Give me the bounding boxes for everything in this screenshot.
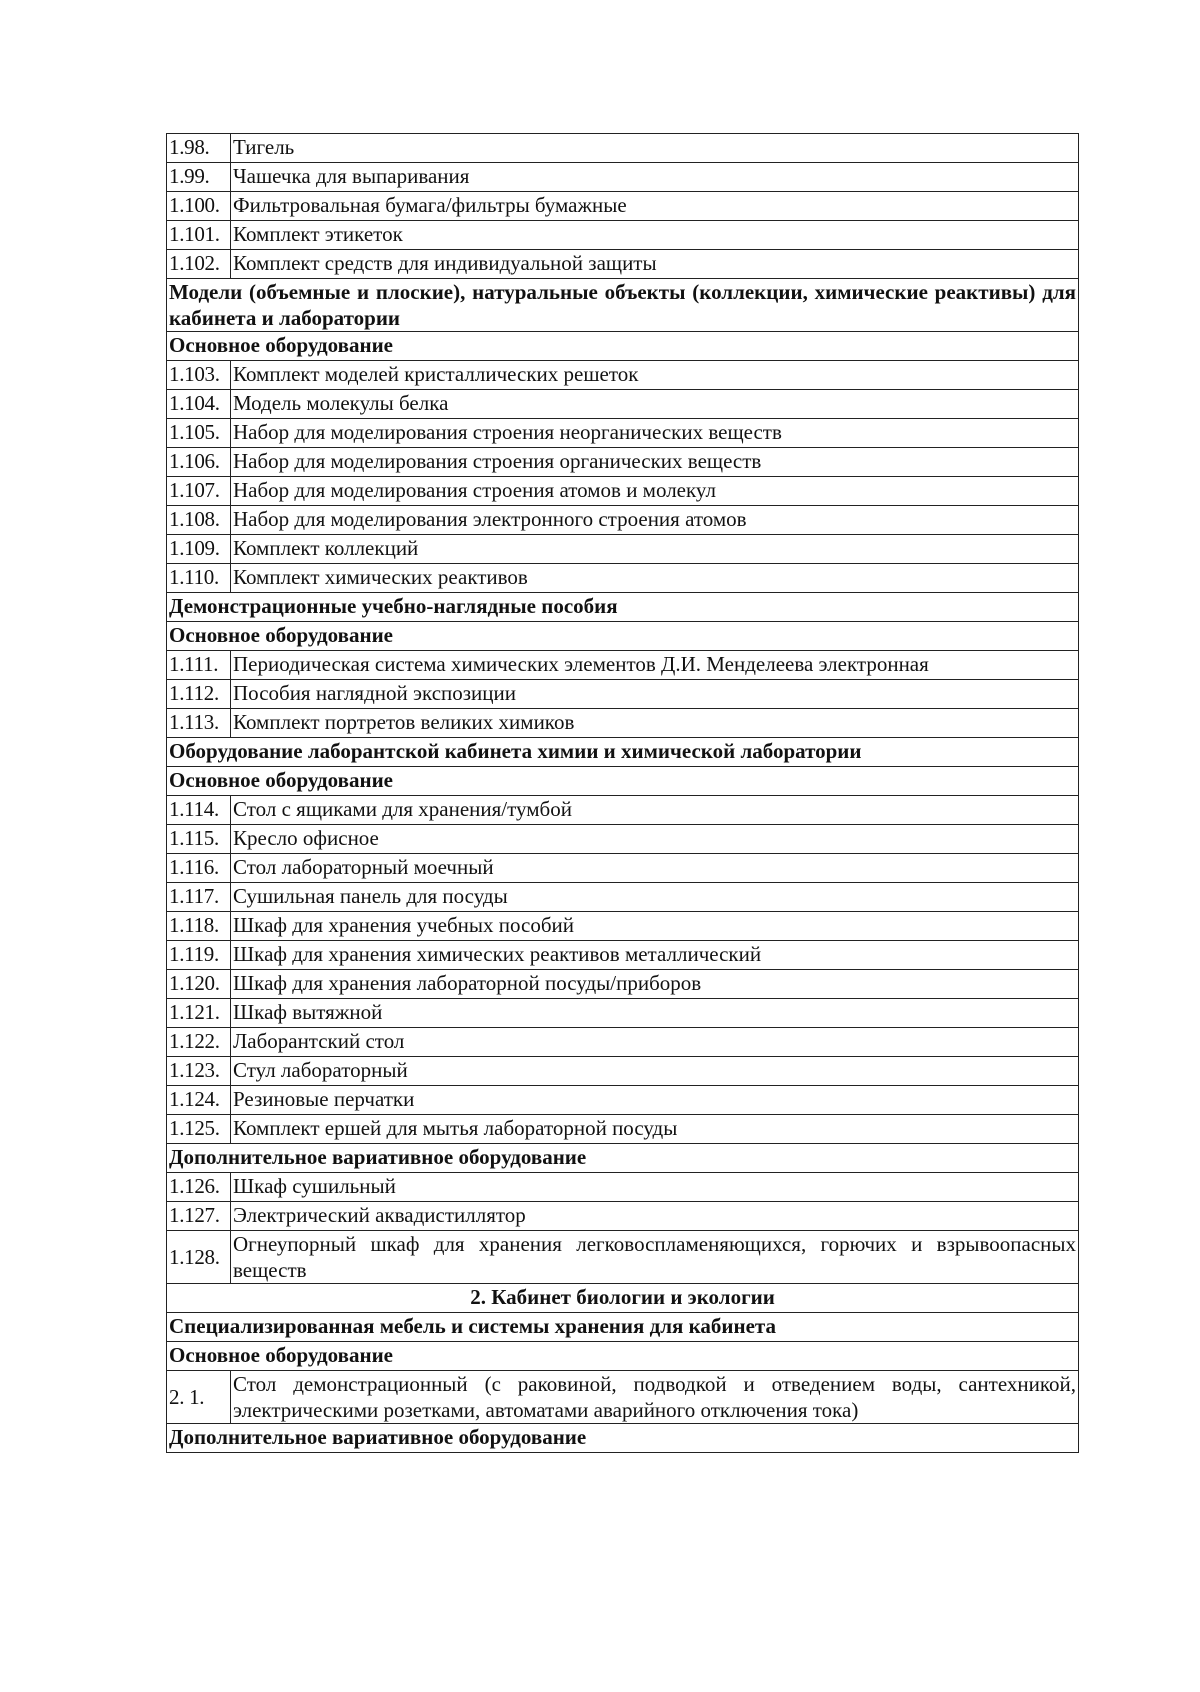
item-name: Комплект средств для индивидуальной защиты <box>231 250 1079 279</box>
section-heading: Демонстрационные учебно-наглядные пособия <box>167 593 1079 622</box>
item-number: 1.98. <box>167 134 231 163</box>
item-number: 1.117. <box>167 883 231 912</box>
item-number: 1.118. <box>167 912 231 941</box>
item-name: Комплект этикеток <box>231 221 1079 250</box>
item-name: Комплект ершей для мытья лабораторной посуды <box>231 1115 1079 1144</box>
item-number: 1.114. <box>167 796 231 825</box>
table-row <box>167 221 1079 250</box>
item-name: Лаборантский стол <box>231 1028 1079 1057</box>
item-name: Набор для моделирования строения неорганических веществ <box>231 419 1079 448</box>
equipment-table-body <box>167 134 1079 1453</box>
item-number: 1.128. <box>167 1231 231 1284</box>
table-row <box>167 941 1079 970</box>
section-heading-row <box>167 1424 1079 1453</box>
item-name: Резиновые перчатки <box>231 1086 1079 1115</box>
item-name: Электрический аквадистиллятор <box>231 1202 1079 1231</box>
table-row <box>167 912 1079 941</box>
table-row <box>167 564 1079 593</box>
table-row <box>167 1173 1079 1202</box>
item-number: 1.108. <box>167 506 231 535</box>
table-row <box>167 1057 1079 1086</box>
section-heading-row <box>167 1342 1079 1371</box>
table-row <box>167 1028 1079 1057</box>
equipment-table <box>166 133 1079 1453</box>
item-number: 1.106. <box>167 448 231 477</box>
item-name: Стол демонстрационный (с раковиной, подводкой и отведением воды, сантехникой, электрическими розетками, автоматами аварийного отключения тока) <box>231 1371 1079 1424</box>
item-number: 1.103. <box>167 361 231 390</box>
item-number: 1.105. <box>167 419 231 448</box>
item-name: Набор для моделирования строения органических веществ <box>231 448 1079 477</box>
table-row <box>167 390 1079 419</box>
section-heading: Основное оборудование <box>167 622 1079 651</box>
section-heading-row <box>167 279 1079 332</box>
item-name: Набор для моделирования строения атомов и молекул <box>231 477 1079 506</box>
table-row <box>167 1115 1079 1144</box>
section-heading-row <box>167 332 1079 361</box>
item-number: 1.111. <box>167 651 231 680</box>
item-number: 1.100. <box>167 192 231 221</box>
table-row <box>167 163 1079 192</box>
item-name: Кресло офисное <box>231 825 1079 854</box>
item-name: Шкаф сушильный <box>231 1173 1079 1202</box>
item-name: Пособия наглядной экспозиции <box>231 680 1079 709</box>
table-row <box>167 709 1079 738</box>
item-number: 1.120. <box>167 970 231 999</box>
table-row <box>167 680 1079 709</box>
item-name: Комплект коллекций <box>231 535 1079 564</box>
item-number: 1.110. <box>167 564 231 593</box>
section-heading-row <box>167 1144 1079 1173</box>
section-heading: Основное оборудование <box>167 767 1079 796</box>
item-name: Стол с ящиками для хранения/тумбой <box>231 796 1079 825</box>
section-heading: Дополнительное вариативное оборудование <box>167 1424 1079 1453</box>
item-number: 1.124. <box>167 1086 231 1115</box>
item-name: Стол лабораторный моечный <box>231 854 1079 883</box>
section-heading: Специализированная мебель и системы хранения для кабинета <box>167 1313 1079 1342</box>
chapter-heading-row <box>167 1284 1079 1313</box>
item-name: Шкаф для хранения лабораторной посуды/приборов <box>231 970 1079 999</box>
section-heading-row <box>167 622 1079 651</box>
table-row <box>167 970 1079 999</box>
table-row <box>167 448 1079 477</box>
item-name: Шкаф для хранения учебных пособий <box>231 912 1079 941</box>
table-row <box>167 651 1079 680</box>
table-row <box>167 192 1079 221</box>
item-number: 1.115. <box>167 825 231 854</box>
table-row <box>167 477 1079 506</box>
item-name: Сушильная панель для посуды <box>231 883 1079 912</box>
item-number: 1.126. <box>167 1173 231 1202</box>
item-number: 1.109. <box>167 535 231 564</box>
item-name: Фильтровальная бумага/фильтры бумажные <box>231 192 1079 221</box>
item-number: 1.99. <box>167 163 231 192</box>
table-row <box>167 535 1079 564</box>
table-row <box>167 1202 1079 1231</box>
item-name: Шкаф вытяжной <box>231 999 1079 1028</box>
section-heading: Модели (объемные и плоские), натуральные объекты (коллекции, химические реактивы) для кабинета и лаборатории <box>167 279 1079 332</box>
table-row <box>167 854 1079 883</box>
item-name: Огнеупорный шкаф для хранения легковоспламеняющихся, горючих и взрывоопасных веществ <box>231 1231 1079 1284</box>
item-number: 1.104. <box>167 390 231 419</box>
item-number: 1.112. <box>167 680 231 709</box>
chapter-heading: 2. Кабинет биологии и экологии <box>167 1284 1079 1313</box>
item-name: Шкаф для хранения химических реактивов металлический <box>231 941 1079 970</box>
section-heading-row <box>167 738 1079 767</box>
section-heading: Оборудование лаборантской кабинета химии и химической лаборатории <box>167 738 1079 767</box>
item-number: 1.113. <box>167 709 231 738</box>
item-number: 1.127. <box>167 1202 231 1231</box>
table-row <box>167 883 1079 912</box>
item-name: Стул лабораторный <box>231 1057 1079 1086</box>
item-number: 1.119. <box>167 941 231 970</box>
table-row <box>167 134 1079 163</box>
item-name: Периодическая система химических элементов Д.И. Менделеева электронная <box>231 651 1079 680</box>
item-number: 1.101. <box>167 221 231 250</box>
item-name: Комплект портретов великих химиков <box>231 709 1079 738</box>
item-number: 1.122. <box>167 1028 231 1057</box>
table-row <box>167 796 1079 825</box>
table-row <box>167 999 1079 1028</box>
item-name: Чашечка для выпаривания <box>231 163 1079 192</box>
item-number: 1.125. <box>167 1115 231 1144</box>
table-row <box>167 1086 1079 1115</box>
item-name: Модель молекулы белка <box>231 390 1079 419</box>
section-heading-row <box>167 1313 1079 1342</box>
item-name: Тигель <box>231 134 1079 163</box>
item-number: 1.107. <box>167 477 231 506</box>
item-name: Комплект моделей кристаллических решеток <box>231 361 1079 390</box>
item-number: 1.102. <box>167 250 231 279</box>
table-row <box>167 506 1079 535</box>
section-heading-row <box>167 593 1079 622</box>
item-name: Комплект химических реактивов <box>231 564 1079 593</box>
section-heading: Основное оборудование <box>167 332 1079 361</box>
table-row <box>167 1371 1079 1424</box>
table-row <box>167 361 1079 390</box>
section-heading-row <box>167 767 1079 796</box>
section-heading: Основное оборудование <box>167 1342 1079 1371</box>
table-row <box>167 250 1079 279</box>
item-name: Набор для моделирования электронного строения атомов <box>231 506 1079 535</box>
item-number: 1.121. <box>167 999 231 1028</box>
table-row <box>167 419 1079 448</box>
item-number: 1.123. <box>167 1057 231 1086</box>
table-row <box>167 825 1079 854</box>
section-heading: Дополнительное вариативное оборудование <box>167 1144 1079 1173</box>
table-row <box>167 1231 1079 1284</box>
item-number: 2. 1. <box>167 1371 231 1424</box>
item-number: 1.116. <box>167 854 231 883</box>
